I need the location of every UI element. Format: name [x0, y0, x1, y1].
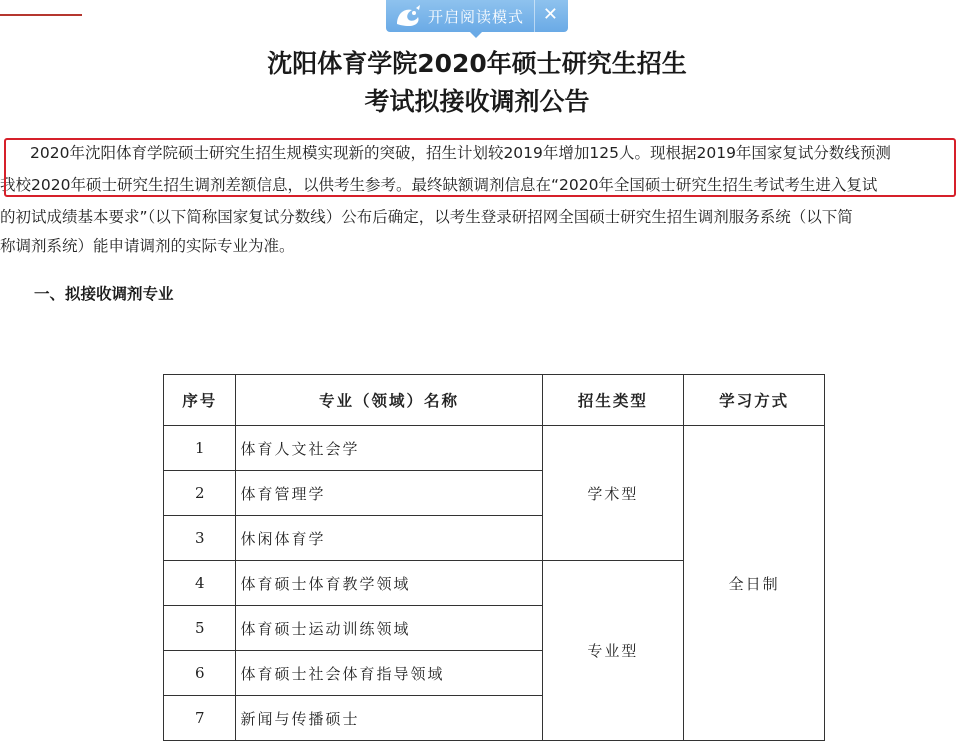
top-accent-rule: [0, 14, 82, 16]
header-study-mode: 学习方式: [684, 375, 825, 426]
row-major-name: 体育硕士体育教学领域: [236, 561, 542, 606]
page-title-line2: 考试拟接收调剂公告: [364, 87, 590, 116]
intro-line-2: 我校2020年硕士研究生招生调剂差额信息，以供考生参考。最终缺额调剂信息在“2020年全国硕士研究生招生考试考生进入复试: [0, 176, 878, 194]
intro-line-3: 的初试成绩基本要求”（以下简称国家复试分数线）公布后确定，以考生登录研招网全国硕士研究生招生调剂服务系统（以下简: [0, 208, 853, 226]
reading-mode-label[interactable]: 开启阅读模式: [428, 7, 525, 26]
banner-divider: [534, 0, 535, 32]
intro-line-1: 2020年沈阳体育学院硕士研究生招生规模实现新的突破，招生计划较2019年增加125人。现根据2019年国家复试分数线预测: [30, 144, 891, 162]
row-major-name: 休闲体育学: [236, 516, 542, 561]
row-major-name: 体育管理学: [236, 471, 542, 516]
row-no: 6: [164, 651, 236, 696]
close-icon[interactable]: ✕: [542, 4, 558, 25]
intro-line-4: 称调剂系统）能申请调剂的实际专业为准。: [0, 237, 295, 255]
enrollment-type-academic: 学术型: [542, 426, 684, 561]
row-no: 3: [164, 516, 236, 561]
header-enrollment-type: 招生类型: [542, 375, 684, 426]
row-no: 7: [164, 696, 236, 741]
row-no: 1: [164, 426, 236, 471]
row-major-name: 体育人文社会学: [236, 426, 542, 471]
study-mode-fulltime: 全日制: [684, 426, 825, 741]
row-no: 4: [164, 561, 236, 606]
row-no: 2: [164, 471, 236, 516]
row-major-name: 体育硕士社会体育指导领域: [236, 651, 542, 696]
majors-table: [163, 374, 825, 741]
row-major-name: 新闻与传播硕士: [236, 696, 542, 741]
enrollment-type-professional: 专业型: [542, 561, 684, 741]
reading-mode-banner[interactable]: [386, 0, 568, 32]
section-heading-majors: 一、拟接收调剂专业: [34, 285, 174, 303]
header-major-name: 专业（领域）名称: [236, 375, 542, 426]
row-major-name: 体育硕士运动训练领域: [236, 606, 542, 651]
header-no: 序号: [164, 375, 236, 426]
row-no: 5: [164, 606, 236, 651]
table-header-row: [164, 375, 825, 426]
table-row: [164, 426, 825, 471]
uc-squirrel-logo-icon: [394, 4, 424, 28]
page-title-line1: 沈阳体育学院2020年硕士研究生招生: [267, 49, 687, 78]
